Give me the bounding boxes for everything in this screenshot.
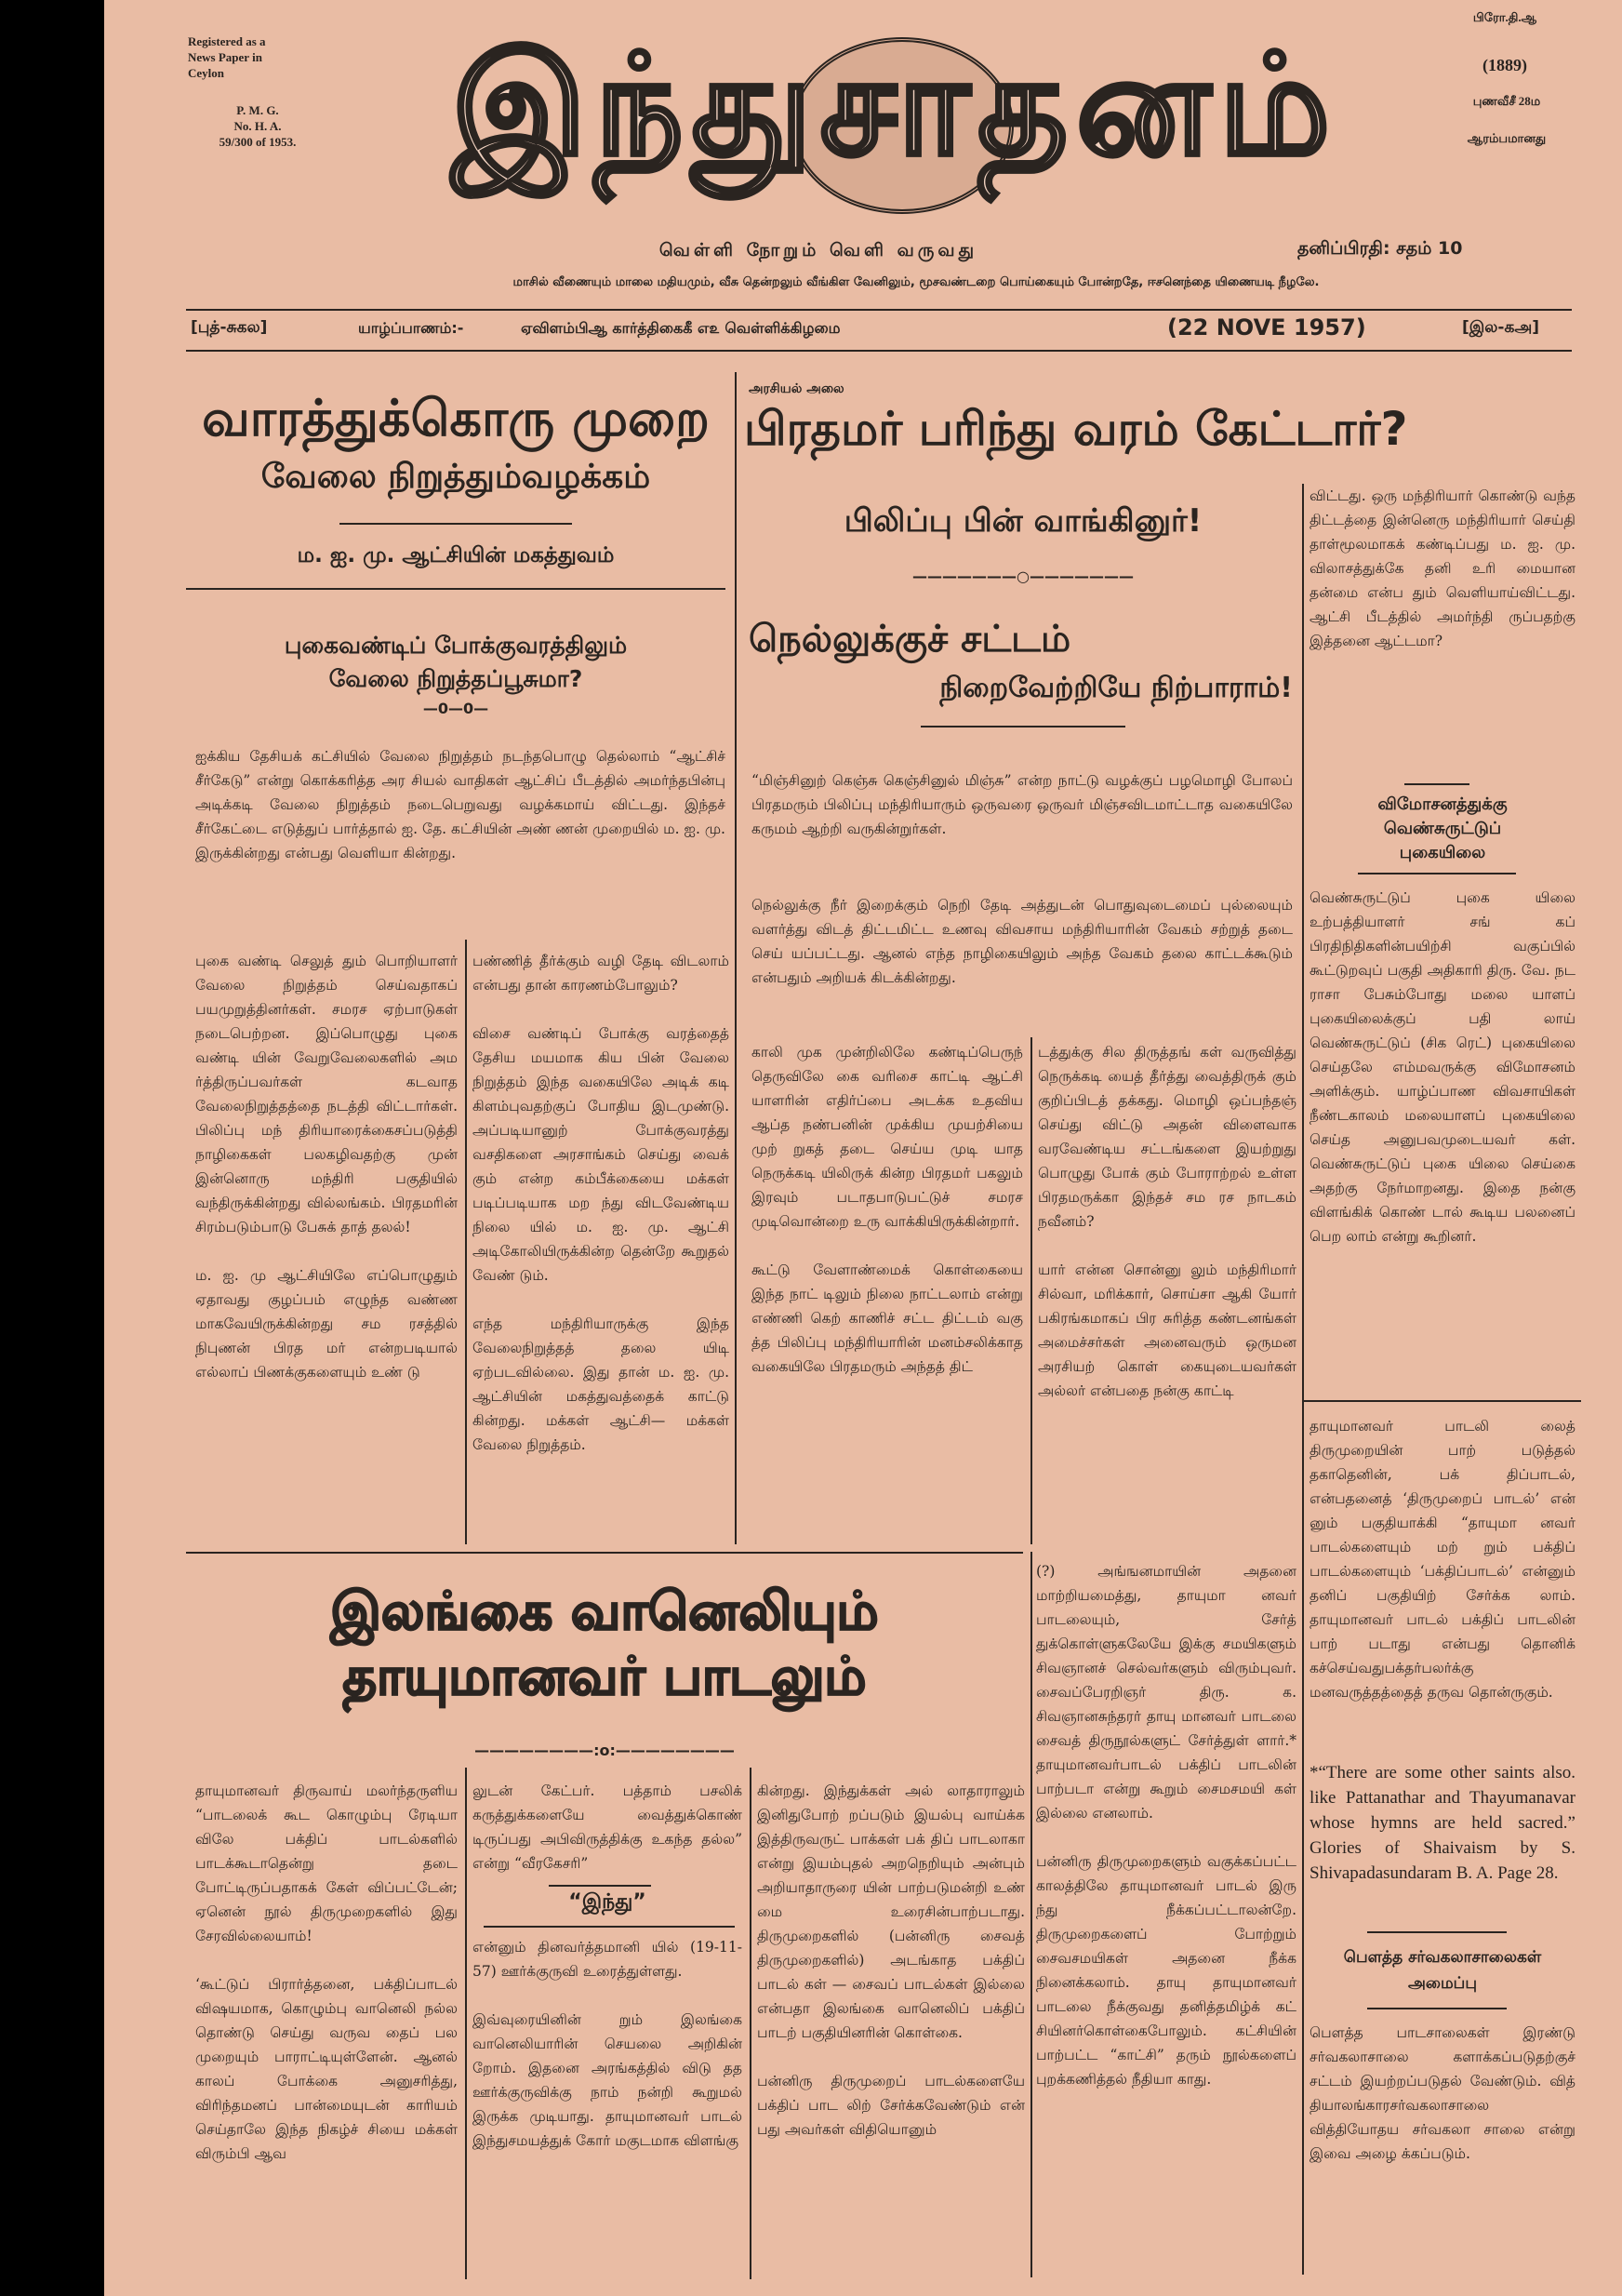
box-title: பௌத்த சர்வகலாசாலைகள் அமைப்பு	[1343, 1948, 1542, 1993]
motto-line: மாசில் வீணையும் மாலை மதியமும், வீசு தென்றலும் வீங்கிள வேனிலும், மூசவண்டறை பொய்கையும் போன்றதே, ஈசனெந்தை யிணையடி நீழலே.	[512, 275, 1320, 289]
article-paragraph: விட்டது. ஒரு மந்திரியார் கொண்டு வந்த திட்டத்தை இன்னெரு மந்திரியார் செய்தி தாள்மூலமாகக் கண்டிப்பது ம. ஐ. மு. விலாசத்துக்கே தனி உரி மையான தன்மை என்ப தும் வெளியாய்விட்டது. ஆட்சி பீடத்தில் அமர்ந்தி ருப்பதற்கு இத்தனை ஆட்டமா?	[1310, 487, 1575, 649]
dateline-tamil-date: ஏவிளம்பிஆ கார்த்திகைகீ எ௨ வெள்ளிக்கிழமை	[521, 319, 841, 337]
dateline-left-tag: [புத்-சுகல]	[191, 318, 268, 337]
column-rule	[1030, 1037, 1032, 1544]
article-column-4: (?) அங்ஙனமாயின் அதனை மாற்றியமைத்து, தாயுமா னவர் பாடலையும், சேர்த் துக்கொள்ளுகலேயே இக்கு சமயிகளும் சிவஞானச் செல்வர்களும் விரும்புவர். சைவப்பேரறிஞர் திரு. க. சிவஞானசுந்தரர் தாயு மானவர் பாடலை சைவத் திருநூல்களுட் சேர்த்துள் ளார்.* தாயுமானவர்பாடல் பக்திப் பாடலின் பாற்படா என்று கூறும் சைமசமயி கள் இல்லை எனலாம். பன்னிரு திருமுறைகளும் வகுக்கப்பட்ட காலத்திலே தாயுமானவர் பாடல் இரு ந்து நீக்கப்பட்டாலன்றே. திருமுறைகளைப் போற்றும் சைவசமயிகள் அதனை நீக்க நினைக்கலாம். தாயு தாயுமானவர் பாடலை நீக்குவது தனித்தமிழ்க் கட் சியினர்கொள்கைபோலும். கட்சியின் பாற்பட்ட “காட்சி” தரும் நூல்களைப் புறக்கணித்தல் நீதியா காது.	[1036, 1563, 1296, 2088]
dateline-right-tag: [இல-கஅ]	[1462, 318, 1540, 337]
article-headline: வாரத்துக்கொரு முறை	[202, 389, 710, 447]
rule	[1404, 783, 1469, 785]
rule	[484, 1926, 735, 1928]
article-paragraph: “மிஞ்சினுற் கெஞ்சு கெஞ்சினுல் மிஞ்சு” என்ற நாட்டு வழக்குப் பழமொழி போலப் பிரதமரும் பிலிப்பு மந்திரியாரும் ஒருவரை ஒருவர் மிஞ்சவிடமாட்டாத வகையிலே கருமம் ஆற்றி வருகின்றுர்கள்.	[751, 772, 1293, 837]
column-rule	[1030, 1552, 1032, 2277]
article-paragraph: வெண்சுருட்டுப் புகை யிலை உற்பத்தியாளர் சங் கப் பிரதிநிதிகளின்பயிற்சி வகுப்பில் கூட்டுறவுப் பகுதி அதிகாரி திரு. வே. நட ராசா பேசும்போது மலை யாளப் புகையிலைக்குப் பதி லாய் வெண்சுருட்டுப் (சிக ரெட்) புகையிலை செய்தலே எம்மவருக்கு விமோசனம் அளிக்கும். யாழ்ப்பாண விவசாயிகள் நீண்டகாலம் மலையாளப் புகையிலை செய்த அனுபவமுடையவர் கள். வெண்சுருட்டுப் புகை யிலை செய்கை அதற்கு நேர்மாறனது. இதை நன்கு விளங்கிக் கொண் டால் கூடிய பலனைப் பெற லாம் என்று கூறினர்.	[1310, 889, 1575, 1245]
article-subhead: பிலிப்பு பின் வாங்கினுர்!	[844, 502, 1203, 540]
article-headline-line-2: தாயுமானவர் பாடலும்	[342, 1647, 867, 1707]
article-headline: பிரதமர் பரிந்து வரம் கேட்டார்?	[744, 402, 1408, 456]
dateline-english-date: (22 NOVE 1957)	[1167, 314, 1366, 340]
rule	[186, 588, 725, 590]
rule	[1302, 1400, 1581, 1402]
article-column-1: புகை வண்டி செலுத் தும் பொறியாளர் வேலை நிறுத்தம் செய்வதாகப் பயமுறுத்தினர்கள். சமரச ஏற்பாடுகள் நடைபெற்றன. இப்பொழுது புகை வண்டி யின் வேறுவேலைகளில் அம ர்த்திருப்பவர்கள் கடவாத வேலைநிறுத்தத்தை நடத்தி விட்டார்கள். பிலிப்பு மந் திரியாரைக்கைசப்படுத்தி நாழிகைகள் பலகழிவதற்கு முன் இன்னொரு மந்திரி பகுதியில் வந்திருக்கின்றது வில்லங்கம். பிரதமரின் சிரம்படும்பாடு பேசுக் தாத் தலல்! ம. ஐ. மு ஆட்சியிலே எப்பொழுதும் ஏதாவது குழப்பம் எழுந்த வண்ண மாகவேயிருக்கின்றது சம ரசத்தில் நிபுணன் பிரத மர் என்றபடியால் எல்லாப் பிணக்குகளையும் உண் டு	[195, 953, 458, 1381]
dateline-place: யாழ்ப்பாணம்:-	[358, 319, 464, 337]
column-rule	[465, 940, 467, 1544]
article-column-3: கின்றது. இந்துக்கள் அல் லாதாராலும் இனிதுபோற் றப்படும் இயல்பு வாய்க்க இத்திருவருட் பாக்கள் பக் திப் பாடலாகா என்று இயம்புதல் அறநெறியும் அன்பும் அறியாதாருரை யின் பாற்படுமன்றி உண் மை உரைசின்பாற்படாது. திருமுறைகளில் (பன்னிரு சைவத் திருமுறைகளில்) அடங்காத பக்திப் பாடல் கள் — சைவப் பாடல்கள் இல்லை என்பதா இலங்கை வானெலிப் பக்திப் பாடற் பகுதியினரின் கொள்கை. பன்னிரு திருமுறைப் பாடல்களையே பக்திப் பாட லிற் சேர்க்கவேண்டும் என் பது அவர்கள் விதியொனும்	[757, 1782, 1025, 2138]
rule	[1367, 2008, 1507, 2009]
article-column-2b: என்னும் தினவர்த்தமானி யில் (19-11-57) ஊர்க்குருவி உரைத்துள்ளது. இவ்வுரையினின் றும் இலங்கை வானெலியாரின் செயலை அறிகின் றோம். இதனை அரங்கத்தில் விடு தத ஊர்க்குருவிக்கு நாம் நன்றி கூறுமல் இருக்க முடியாது. தாயுமானவர் பாடல் இந்துசமயத்துக் கோர் மகுடமாக விளங்கு	[472, 1939, 742, 2149]
article-intro: ஐக்கிய தேசியக் கட்சியில் வேலை நிறுத்தம் நடந்தபொழு தெல்லாம் “ஆட்சிச் சீர்கேடு” என்று கொக்கரித்த அர சியல் வாதிகள் ஆட்சிப் பீடத்தில் அமர்ந்தபின்பு அடிக்கடி வேலை நிறுத்தம் நடைபெறுவது வழக்கமாய் விட்டது. இந்தச் சீர்கேட்டை எடுத்துப் பார்த்தால் ஐ. தே. கட்சியின் அண் ணன் முறையில் ம. ஐ. மு. இருக்கின்றது என்பது வெளியா கின்றது.	[195, 748, 725, 861]
article-headline-line-1: இலங்கை வானெலியும்	[330, 1582, 879, 1642]
established-year: (1889)	[1482, 56, 1527, 74]
article-divider: ————————:o:————————	[474, 1742, 735, 1759]
article-deck: புகைவண்டிப் போக்குவரத்திலும் வேலை நிறுத்தப்பூசுமா?	[284, 632, 628, 692]
article-kicker: அரசியல் அலை	[749, 381, 844, 396]
column-rule	[465, 1768, 467, 2279]
box-title: விமோசனத்துக்கு வெண்சுருட்டுப் புகையிலை	[1377, 794, 1508, 862]
established-label: பிரோ.தி.ஆ	[1472, 10, 1537, 24]
masthead-tagline: வெள்ளி நோறும் வெளி வருவது	[658, 240, 978, 260]
masthead-title: இந்துசாதனம்	[451, 23, 1338, 187]
article-kicker: ம. ஐ. மு. ஆட்சியின் மகத்துவம்	[297, 543, 615, 567]
volume-sub: ஆரம்பமானது	[1467, 131, 1547, 145]
rule	[549, 1885, 651, 1887]
article-column-5b: பௌத்த பாடசாலைகள் இரண்டு சர்வகலாசாலை களாக்கப்படுதற்குச் சட்டம் இயற்றப்படுதல் வேண்டும். வித் தியாலங்காரசர்வகலாசாலை வித்தியோதய சர்வகலா சாலை என்று இவை அழை க்கப்படும்.	[1310, 2024, 1575, 2162]
registration-note: Registered as a News Paper in Ceylon	[188, 34, 266, 80]
article-subheading-2-deck: நிறைவேற்றியே நிற்பாராம்!	[939, 672, 1293, 704]
article-column-1: காலி முக முன்றிலிலே கண்டிப்பெருந் தெருவிலே கை வரிசை காட்டி ஆட்சி யாளரின் எதிர்ப்பை அடக்க உதவிய ஆப்த நண்பனின் முக்கிய முயற்சியை முற் றுகத் தடை செய்ய முடி யாத நெருக்கடி யிலிருக் கின்ற பிரதமர் பகலும் இரவும் படாதபாடுபட்டுச் சமரச முடிவொன்றை உரு வாக்கியிருக்கின்றார். கூட்டு வேளாண்மைக் கொள்கையை இந்த நாட் டிலும் நிலை நாட்டலாம் என்று எண்ணி கெற் காணிச் சட்ட திட்டம் வகு த்த பிலிப்பு மந்திரியாரின் மனம்சலிக்காத வகையிலே பிரதமரும் அந்தத் திட்	[751, 1044, 1023, 1375]
volume-number: புணவீசீ 28ம	[1472, 94, 1541, 108]
rule	[186, 350, 1572, 352]
indu-label: “இந்து”	[568, 1890, 646, 1914]
article-divider: —0—0—	[422, 700, 489, 717]
article-paragraph: நெல்லுக்கு நீர் இறைக்கும் நெறி தேடி அத்துடன் பொதுவுடைமைப் புல்லையும் வளர்த்து விடத் திட்டமிட்ட உணவு விவசாய மந்திரியாரின் வேகம் சற்றுத் தடை செய் யப்பட்டது. ஆனல் எந்த நாழிகையிலும் அந்த வேகம் தலை காட்டக்கூடும் என்பதும் அறியக் கிடக்கின்றது.	[751, 897, 1293, 986]
column-rule	[750, 1768, 751, 2279]
article-column-5a: தாயுமானவர் பாடலி லைத் திருமுறையின் பாற் படுத்தல் தகாதெனின், பக் திப்பாடல், என்பதனைத் ‘திருமுறைப் பாடல்’ என் னும் பகுதியாக்கி “தாயுமா னவர் பாடல்களையும் மற் றும் பக்திப் பாடல்களையும் ‘பக்திப்பாடல்’ என்னும் தனிப் பகுதியிற் சேர்க்க லாம். தாயுமானவர் பாடல் பக்திப் பாடலின் பாற் படாது என்பது தொனிக் கச்செய்வதுபக்தர்பலர்க்கு மனவருத்தத்தைத் தருவ தொன்ருகும்.	[1310, 1418, 1575, 1701]
pmg-number: P. M. G. No. H. A. 59/300 of 1953.	[219, 103, 297, 149]
rule	[186, 1552, 1023, 1554]
article-subhead: வேலை நிறுத்தும்வழக்கம்	[260, 458, 651, 496]
rule	[186, 309, 1572, 311]
article-column-2a: லுடன் கேட்பர். பத்தாம் பசலிக் கருத்துக்களையே வைத்துக்கொண் டிருப்பது அபிவிருத்திக்கு உகந்த தல்ல” என்று “வீரகேசரி”	[472, 1782, 742, 1872]
rule	[1367, 1931, 1507, 1933]
article-divider: ———————○———————	[912, 567, 1134, 585]
column-rule	[1302, 484, 1304, 1544]
rule	[339, 523, 572, 525]
scan-border	[0, 0, 104, 2296]
column-rule	[735, 372, 737, 1544]
english-footnote: *“There are some other saints also. like Pattanathar and Thayumanavar whose hymns are held sacred.” Glories of Shaivaism by S. Shivapadasundaram B. A. Page 28.	[1310, 1763, 1575, 1883]
rule	[921, 726, 1125, 728]
article-column-2: டத்துக்கு சில திருத்தங் கள் வருவித்து நெருக்கடி யைத் தீர்த்து வைத்திருக் கும் குறிப்பிடத் தக்கது. மொழி ஒப்பந்தஞ் செய்து விட்டு அதன் விளைவாக வரவேண்டிய சட்டங்களை இயற்றுது பொழுது போக் கும் போராற்றல் உள்ள பிரதமருக்கா இந்தச் சம ரச நாடகம் நவீனம்? யார் என்ன சொன்னு லும் மந்திரிமார் சில்வா, மரிக்கார், சொய்சா ஆகி யோர் பகிரங்கமாகப் பிர சுரித்த கண்டனங்கள் அமைச்சர்கள் அனைவரும் ஒருமன அரசியற் கொள் கையுடையவர்கள் அல்லர் என்பதை நன்கு காட்டி	[1038, 1044, 1296, 1399]
article-subheading-2: நெல்லுக்குச் சட்டம்	[749, 618, 1071, 661]
column-rule	[1302, 1400, 1304, 2275]
article-column-1: தாயுமானவர் திருவாய் மலர்ந்தருளிய “பாடலைக் கூட கொழும்பு ரேடியா விலே பக்திப் பாடல்களில் பாடக்கூடாதென்று தடை போட்டிருப்பதாகக் கேள் விப்பட்டேன்; ஏனென் நூல் திருமுறைகளில் இது சேரவில்லையாம்! ‘கூட்டுப் பிரார்த்தனை, பக்திப்பாடல் விஷயமாக, கொழும்பு வானெலி நல்ல தொண்டு செய்து வருவ தைப் பல முறையும் பாராட்டியுள்ளேன். ஆனல் காலப் போக்கை அனுசரித்து, விரிந்தமனப் பான்மையுடன் காரியம் செய்தாலே இந்த நிகழ்ச் சியை மக்கள் விரும்பி ஆவ	[195, 1782, 458, 2162]
rule	[1358, 873, 1516, 874]
article-column-2: பண்ணித் தீர்க்கும் வழி தேடி விடலாம் என்பது தான் காரணம்போலும்? விசை வண்டிப் போக்கு வரத்தைத் தேசிய மயமாக கிய பின் வேலை நிறுத்தம் இந்த வகையிலே அடிக் கடி கிளம்புவதற்குப் போதிய இடமுண்டு. அப்படியானுற் போக்குவரத்து வசதிகளை அரசாங்கம் செய்து வைக் கும் என்ற கம்பீக்கையை மக்கள் படிப்படியாக மற ந்து விடவேண்டிய நிலை யில் ம. ஐ. மு. ஆட்சி அடிகோலியிருக்கின்ற தென்றே கூறுதல் வேண் டும். எந்த மந்திரியாருக்கு இந்த வேலைநிறுத்தத் தலை யிடி ஏற்படவில்லை. இது தான் ம. ஐ. மு. ஆட்சியின் மகத்துவத்தைக் காட்டு கின்றது. மக்கள் ஆட்சி— மக்கள் வேலை நிறுத்தம்.	[472, 953, 729, 1453]
price: தனிப்பிரதி: சதம் 10	[1297, 238, 1463, 259]
